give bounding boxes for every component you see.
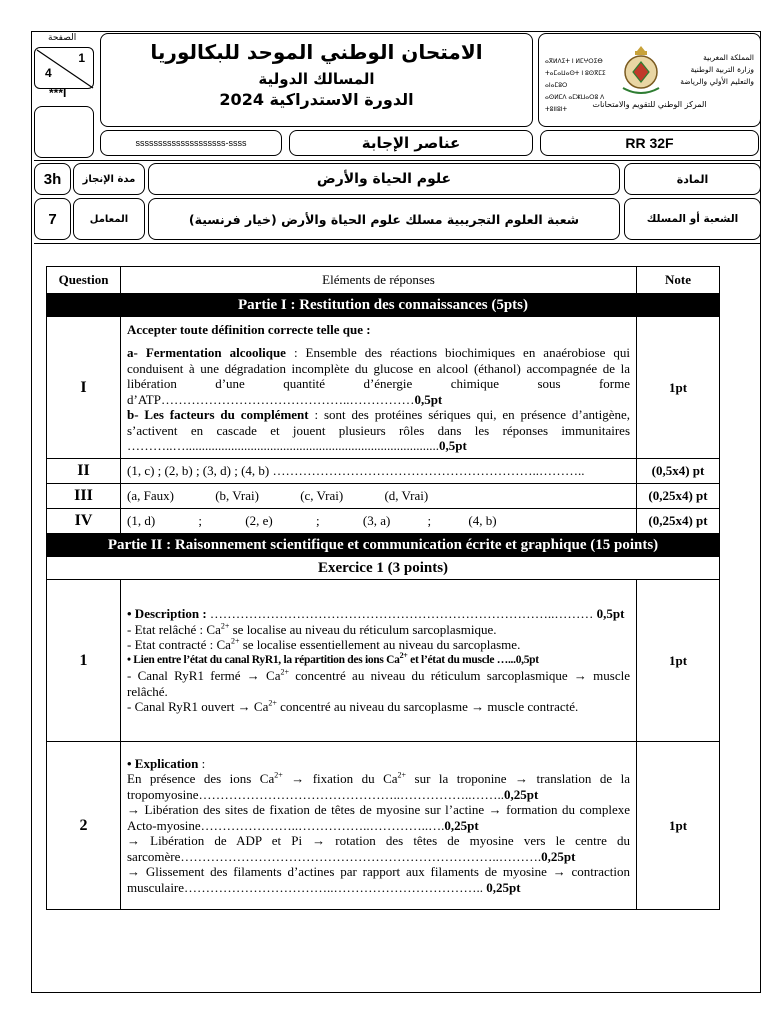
- points: 0,5pt: [596, 606, 625, 622]
- page-slash: [35, 48, 95, 90]
- points: 0,5pt: [414, 391, 443, 407]
- e1-line: - Etat relâché : $Ca^{2+}$ se localise au niveau du réticulum sarcoplasmique.: [127, 621, 497, 637]
- q-note: (0,25x4) pt: [637, 509, 720, 534]
- subject-label-box: [624, 163, 761, 195]
- meta-rule: [34, 243, 761, 244]
- q4-item: (3, a): [362, 513, 391, 528]
- ex1-row: [47, 557, 720, 580]
- coef-value-box: [34, 198, 71, 240]
- q2-content: (1, c) ; (2, b) ; (3, d) ; (4, b) ……………………………………………………..………..: [121, 459, 637, 484]
- code-left-box: [100, 130, 282, 156]
- q1-b-text: : sont des protéines sériques qui, en présence d’antigène, s’activent en cascade et jouent plusieurs rôles dans les réponses immunitaires: [127, 407, 630, 438]
- q3-item: (a, Faux): [127, 488, 174, 503]
- q4-sep: ;: [427, 513, 432, 528]
- table-header-row: [47, 267, 720, 294]
- e2-line: → Libération des sites de fixation de têtes de myosine sur l’actine → formation du complexe Acto-myosine…………………..……………..…………..….0,25pt: [127, 802, 630, 833]
- stream-box: [148, 198, 620, 240]
- col-note: Note: [637, 267, 720, 294]
- ex1-title: Exercice 1 (3 points): [47, 557, 720, 580]
- e2-line: → Libération de ADP et Pi → rotation des têtes de myosine vers le centre du sarcomère………………………………………………………………..……….0,25pt: [127, 833, 630, 864]
- e1-line: - Canal RyR1 ouvert → $Ca^{2+}$ concentré au niveau du sarcoplasme → muscle contracté.: [127, 698, 579, 715]
- ministry-arabic: [662, 52, 754, 88]
- code-right-box: [540, 130, 759, 156]
- q-note: (0,25x4) pt: [637, 484, 720, 509]
- q1-intro: Accepter toute définition correcte telle que :: [127, 321, 371, 337]
- ministry-line: والتعليم الأولي والرياضة: [680, 77, 754, 86]
- q-note: 1pt: [637, 317, 720, 459]
- e2-line: En présence des ions $Ca^{2+}$ → fixation du $Ca^{2+}$ sur la troponine → translation de la tropomyosine………………………………………..……………..……..0,25pt: [127, 770, 630, 802]
- answers-table: [46, 266, 720, 910]
- coef-value: 7: [48, 210, 57, 228]
- exam-track: المسالك الدولية: [258, 70, 375, 88]
- points: 0,25pt: [541, 848, 576, 864]
- q-note: 1pt: [637, 742, 720, 910]
- table-row: [47, 509, 720, 534]
- ministry-line: وزارة التربية الوطنية: [690, 65, 754, 74]
- exam-title: الامتحان الوطني الموحد للبكالوريا: [150, 40, 483, 64]
- table-row: [47, 459, 720, 484]
- q-note: 1pt: [637, 580, 720, 742]
- duration-value: 3h: [43, 170, 62, 188]
- q3-item: (d, Vrai): [384, 488, 429, 503]
- q1-a-term: a- Fermentation alcoolique: [127, 345, 286, 360]
- code-right: RR 32F: [625, 135, 674, 151]
- stream-label: الشعبة أو المسلك: [646, 213, 739, 225]
- e1-content: [121, 580, 637, 742]
- q1-content: [121, 317, 637, 459]
- ministry-box: [538, 33, 761, 127]
- part1-title: Partie I : Restitution des connaissances (5pts): [47, 294, 720, 317]
- part1-row: [47, 294, 720, 317]
- subject-box: [148, 163, 620, 195]
- stream-label-box: [624, 198, 761, 240]
- answer-label: عناصر الإجابة: [361, 134, 461, 152]
- q1-a-text: : Ensemble des réactions biochimiques en anaérobiose qui conduisent à une dégradation incomplète du glucose en alcool (éthanol) accompagnée de la libération d’une quantité d’énergie chimique sous forme d’ATP: [127, 345, 630, 407]
- tif-line: ⴰⴳⵍⴷⵉⵜ ⵏ ⵍⵎⵖⵔⵉⴱ: [545, 58, 603, 65]
- q4-sep: ;: [315, 513, 320, 528]
- duration-label-box: [73, 163, 145, 195]
- dots: ……………………………………………………………………..………: [206, 606, 597, 622]
- q-label: III: [47, 484, 121, 509]
- q4-item: (4, b): [468, 513, 497, 528]
- q-label: 1: [47, 580, 121, 742]
- points: 0,25pt: [504, 786, 539, 802]
- q-label: IV: [47, 509, 121, 534]
- coef-label-box: [73, 198, 145, 240]
- q-label: 2: [47, 742, 121, 910]
- duration-label: مدة الإنجاز: [82, 173, 136, 185]
- e2-content: [121, 742, 637, 910]
- title-box: [100, 33, 533, 127]
- exam-session: الدورة الاستدراكية 2024: [219, 90, 414, 109]
- page-number: 1: [78, 51, 85, 65]
- e1-desc-label: • Description :: [127, 606, 207, 622]
- e1-line: - Etat contracté : $Ca^{2+}$ se localise essentiellement au niveau du sarcoplasme.: [127, 636, 521, 653]
- e2-heading: • Explication :: [127, 755, 206, 771]
- coef-label: المعامل: [89, 213, 129, 225]
- points: 0,5pt: [439, 438, 467, 453]
- q4-content: [121, 509, 637, 534]
- q-label: II: [47, 459, 121, 484]
- table-row: [47, 742, 720, 910]
- q-label: I: [47, 317, 121, 459]
- header-rule: [34, 160, 761, 161]
- points: 0,5pt: [515, 653, 539, 666]
- table-row: [47, 484, 720, 509]
- q-note: (0,5x4) pt: [637, 459, 720, 484]
- col-elements: Eléments de réponses: [121, 267, 637, 294]
- table-row: [47, 580, 720, 742]
- dots: ……………………………………..……………: [160, 391, 415, 407]
- part2-title: Partie II : Raisonnement scientifique et communication écrite et graphique (15 points): [47, 534, 720, 557]
- q4-sep: ;: [198, 513, 203, 528]
- duration-value-box: [34, 163, 71, 195]
- e1-link: • Lien entre l’état du canal RyR1, la répartition des ions $Ca^{2+}$ et l’état du muscle …...0,5pt: [127, 650, 539, 666]
- e2-line: → Glissement des filaments d’actines par rapport aux filaments de myosine → contraction musculaire……………………………..…………………………….. 0,25pt: [127, 864, 630, 895]
- morocco-emblem-icon: [619, 44, 663, 96]
- dots: ………..…..............................................................................: [127, 438, 439, 453]
- col-question: Question: [47, 267, 121, 294]
- subject-value: علوم الحياة والأرض: [316, 171, 452, 187]
- tif-line: ⵜⴰⵎⴰⵡⴰⵙⵜ ⵏ ⵓⵙⴳⵎⵉ ⴰⵏⴰⵎⵓⵔ: [545, 70, 606, 89]
- page-number-box: [34, 47, 94, 89]
- q1-a: [127, 345, 630, 407]
- q3-item: (b, Vrai): [215, 488, 259, 503]
- part2-row: [47, 534, 720, 557]
- q4-item: (1, d): [127, 513, 156, 528]
- code-left: ssssssssssssssssssss-ssss: [135, 138, 247, 148]
- q1-b: [127, 407, 630, 454]
- e1-desc: [127, 606, 630, 622]
- page-total: 4: [45, 66, 52, 80]
- subject-label: المادة: [676, 172, 709, 186]
- q1-b-term: b- Les facteurs du complément: [127, 407, 309, 422]
- stars: ***I: [49, 86, 67, 100]
- ministry-line: المملكة المغربية: [703, 53, 754, 62]
- points: 0,25pt: [444, 817, 479, 833]
- tif-line: ⴰⵙⵍⵎⴷ ⴰⵎⵣⵡⴰⵔⵓ ⴷ ⵜⵓⵏⵏⵓⵏⵜ: [545, 94, 605, 113]
- table-row: [47, 317, 720, 459]
- ministry-center: المركز الوطني للتقويم والامتحانات: [592, 100, 707, 109]
- e1-line: - Canal RyR1 fermé → $Ca^{2+}$ concentré au niveau du réticulum sarcoplasmique → muscle relâché.: [127, 667, 630, 699]
- stream-value: شعبة العلوم التجريبية مسلك علوم الحياة والأرض (خيار فرنسية): [188, 211, 580, 227]
- q4-item: (2, e): [245, 513, 273, 528]
- blank-box: [34, 106, 94, 158]
- page-label: الصفحة: [48, 33, 77, 43]
- q3-content: [121, 484, 637, 509]
- points: 0,25pt: [486, 879, 521, 895]
- answer-label-box: [289, 130, 533, 156]
- q3-item: (c, Vrai): [300, 488, 344, 503]
